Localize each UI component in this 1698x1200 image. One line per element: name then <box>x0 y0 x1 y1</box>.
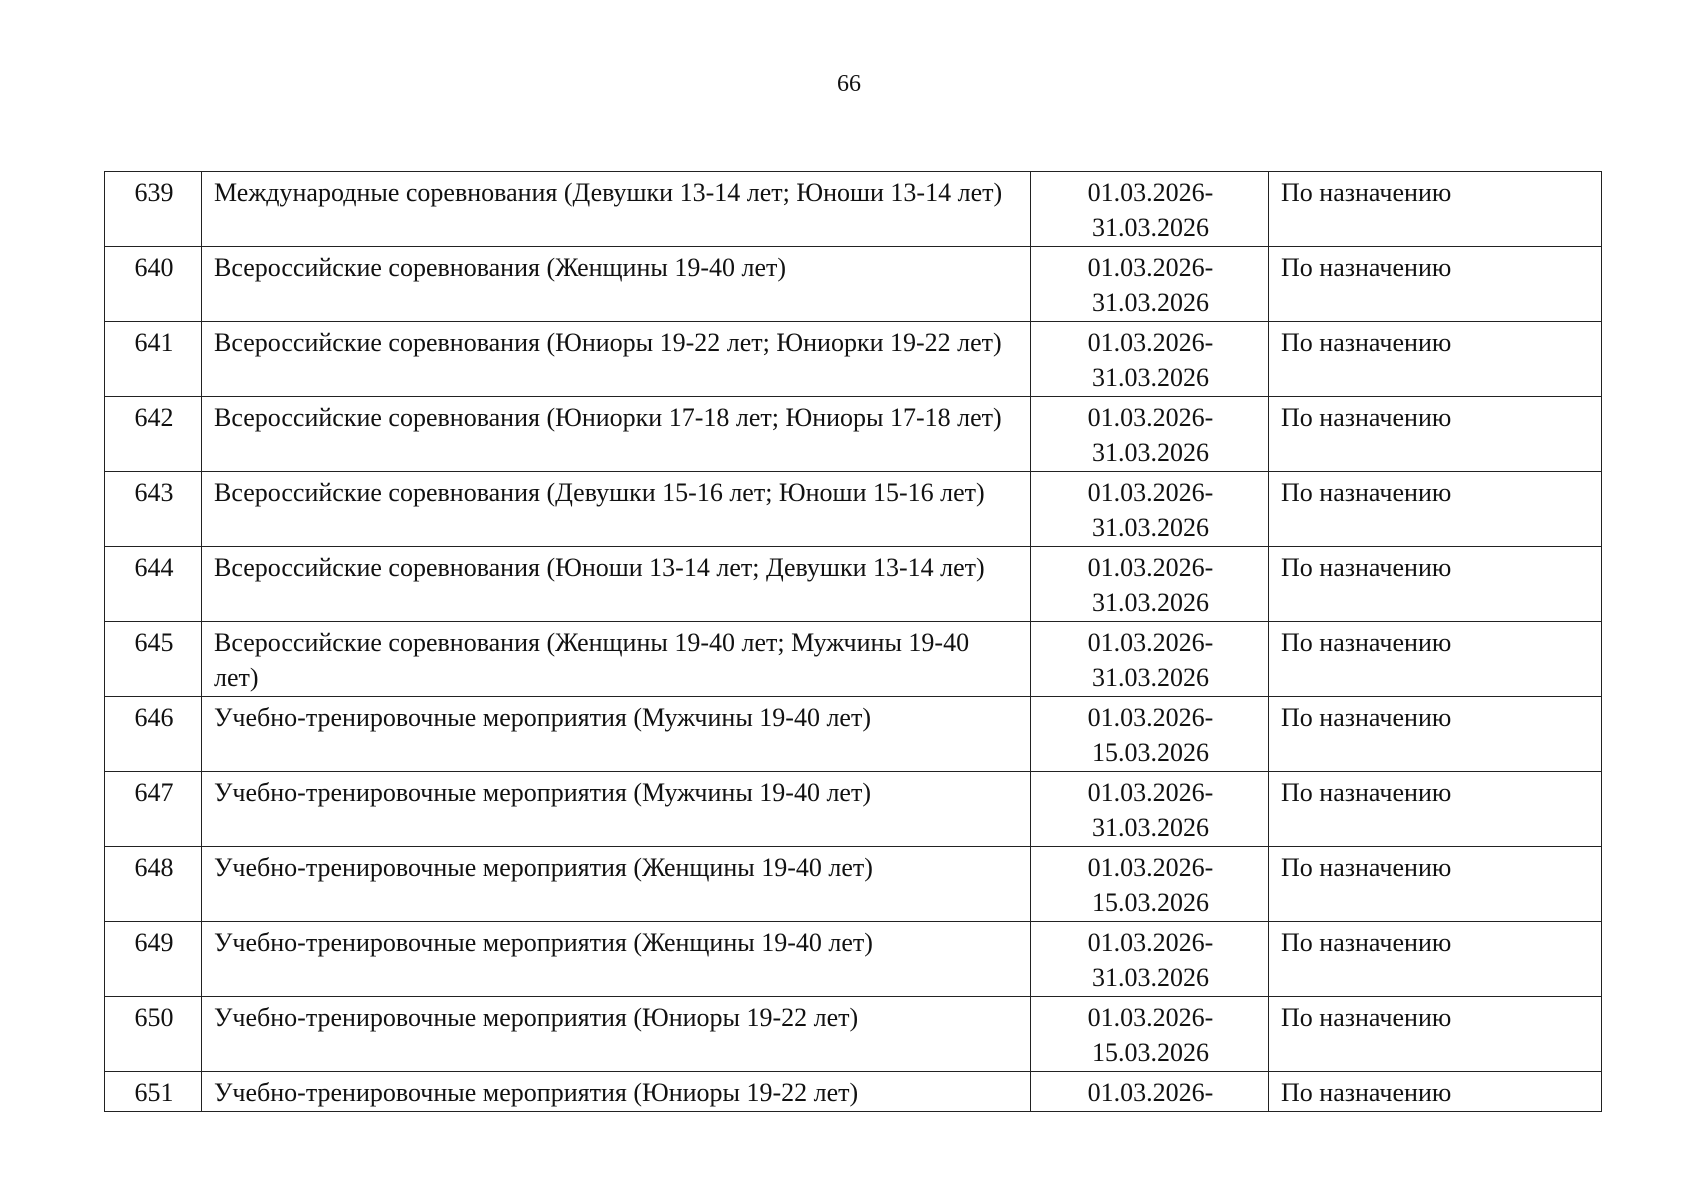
row-number: 642 <box>105 397 202 472</box>
row-number: 640 <box>105 247 202 322</box>
date-start: 01.03.2026- <box>1087 778 1214 807</box>
date-start: 01.03.2026- <box>1087 178 1214 207</box>
event-place: По назначению <box>1269 472 1602 547</box>
date-start: 01.03.2026- <box>1087 703 1214 732</box>
event-place: По назначению <box>1269 172 1602 247</box>
events-table <box>104 171 1602 1112</box>
event-dates <box>1031 547 1269 622</box>
date-start: 01.03.2026- <box>1087 853 1214 882</box>
table-row <box>105 697 1602 772</box>
date-start: 01.03.2026- <box>1087 553 1214 582</box>
row-number: 647 <box>105 772 202 847</box>
date-start: 01.03.2026- <box>1087 628 1214 657</box>
date-start: 01.03.2026- <box>1087 478 1214 507</box>
table-row <box>105 322 1602 397</box>
date-end: 31.03.2026 <box>1092 663 1209 692</box>
event-name: Всероссийские соревнования (Юниорки 17-18 лет; Юниоры 17-18 лет) <box>202 397 1031 472</box>
date-end: 15.03.2026 <box>1092 738 1209 767</box>
event-dates <box>1031 472 1269 547</box>
row-number: 650 <box>105 997 202 1072</box>
event-place: По назначению <box>1269 1072 1602 1112</box>
event-place: По назначению <box>1269 322 1602 397</box>
event-dates <box>1031 247 1269 322</box>
event-name: Учебно-тренировочные мероприятия (Мужчины 19-40 лет) <box>202 772 1031 847</box>
event-place: По назначению <box>1269 247 1602 322</box>
row-number: 648 <box>105 847 202 922</box>
event-dates <box>1031 772 1269 847</box>
date-end: 31.03.2026 <box>1092 438 1209 467</box>
row-number: 641 <box>105 322 202 397</box>
row-number: 639 <box>105 172 202 247</box>
event-place: По назначению <box>1269 547 1602 622</box>
event-place: По назначению <box>1269 772 1602 847</box>
event-dates <box>1031 172 1269 247</box>
event-place: По назначению <box>1269 697 1602 772</box>
event-name: Учебно-тренировочные мероприятия (Женщины 19-40 лет) <box>202 847 1031 922</box>
event-name: Учебно-тренировочные мероприятия (Юниоры 19-22 лет) <box>202 997 1031 1072</box>
event-name: Учебно-тренировочные мероприятия (Женщины 19-40 лет) <box>202 922 1031 997</box>
row-number: 649 <box>105 922 202 997</box>
event-name: Учебно-тренировочные мероприятия (Юниоры 19-22 лет) <box>202 1072 1031 1112</box>
event-place: По назначению <box>1269 397 1602 472</box>
table-row <box>105 472 1602 547</box>
date-start: 01.03.2026- <box>1087 1003 1214 1032</box>
events-table-body <box>105 172 1602 1112</box>
date-start: 01.03.2026- <box>1087 328 1214 357</box>
table-row <box>105 997 1602 1072</box>
event-dates <box>1031 922 1269 997</box>
row-number: 645 <box>105 622 202 697</box>
event-place: По назначению <box>1269 997 1602 1072</box>
event-dates <box>1031 997 1269 1072</box>
table-row <box>105 547 1602 622</box>
table-row <box>105 1072 1602 1112</box>
event-name: Всероссийские соревнования (Юноши 13-14 лет; Девушки 13-14 лет) <box>202 547 1031 622</box>
date-start: 01.03.2026- <box>1087 403 1214 432</box>
event-name: Всероссийские соревнования (Девушки 15-16 лет; Юноши 15-16 лет) <box>202 472 1031 547</box>
event-dates <box>1031 622 1269 697</box>
row-number: 646 <box>105 697 202 772</box>
row-number: 643 <box>105 472 202 547</box>
date-start: 01.03.2026- <box>1087 1078 1214 1107</box>
page-number: 66 <box>837 71 861 97</box>
event-name: Всероссийские соревнования (Женщины 19-40 лет) <box>202 247 1031 322</box>
date-end: 31.03.2026 <box>1092 363 1209 392</box>
event-dates <box>1031 397 1269 472</box>
event-dates <box>1031 847 1269 922</box>
event-name: Учебно-тренировочные мероприятия (Мужчины 19-40 лет) <box>202 697 1031 772</box>
event-name: Всероссийские соревнования (Юниоры 19-22 лет; Юниорки 19-22 лет) <box>202 322 1031 397</box>
event-name: Всероссийские соревнования (Женщины 19-40 лет; Мужчины 19-40 лет) <box>202 622 1031 697</box>
date-end: 15.03.2026 <box>1092 1038 1209 1067</box>
table-row <box>105 847 1602 922</box>
row-number: 651 <box>105 1072 202 1112</box>
date-end: 31.03.2026 <box>1092 588 1209 617</box>
date-end: 31.03.2026 <box>1092 963 1209 992</box>
table-row <box>105 922 1602 997</box>
date-end: 31.03.2026 <box>1092 813 1209 842</box>
date-end: 31.03.2026 <box>1092 288 1209 317</box>
date-end: 31.03.2026 <box>1092 513 1209 542</box>
table-row <box>105 622 1602 697</box>
table-row <box>105 772 1602 847</box>
event-dates <box>1031 322 1269 397</box>
table-row <box>105 247 1602 322</box>
date-end: 31.03.2026 <box>1092 213 1209 242</box>
event-place: По назначению <box>1269 922 1602 997</box>
event-place: По назначению <box>1269 622 1602 697</box>
event-name: Международные соревнования (Девушки 13-14 лет; Юноши 13-14 лет) <box>202 172 1031 247</box>
table-row <box>105 397 1602 472</box>
event-dates <box>1031 1072 1269 1112</box>
event-place: По назначению <box>1269 847 1602 922</box>
date-start: 01.03.2026- <box>1087 253 1214 282</box>
date-start: 01.03.2026- <box>1087 928 1214 957</box>
row-number: 644 <box>105 547 202 622</box>
date-end: 15.03.2026 <box>1092 888 1209 917</box>
table-row <box>105 172 1602 247</box>
event-dates <box>1031 697 1269 772</box>
